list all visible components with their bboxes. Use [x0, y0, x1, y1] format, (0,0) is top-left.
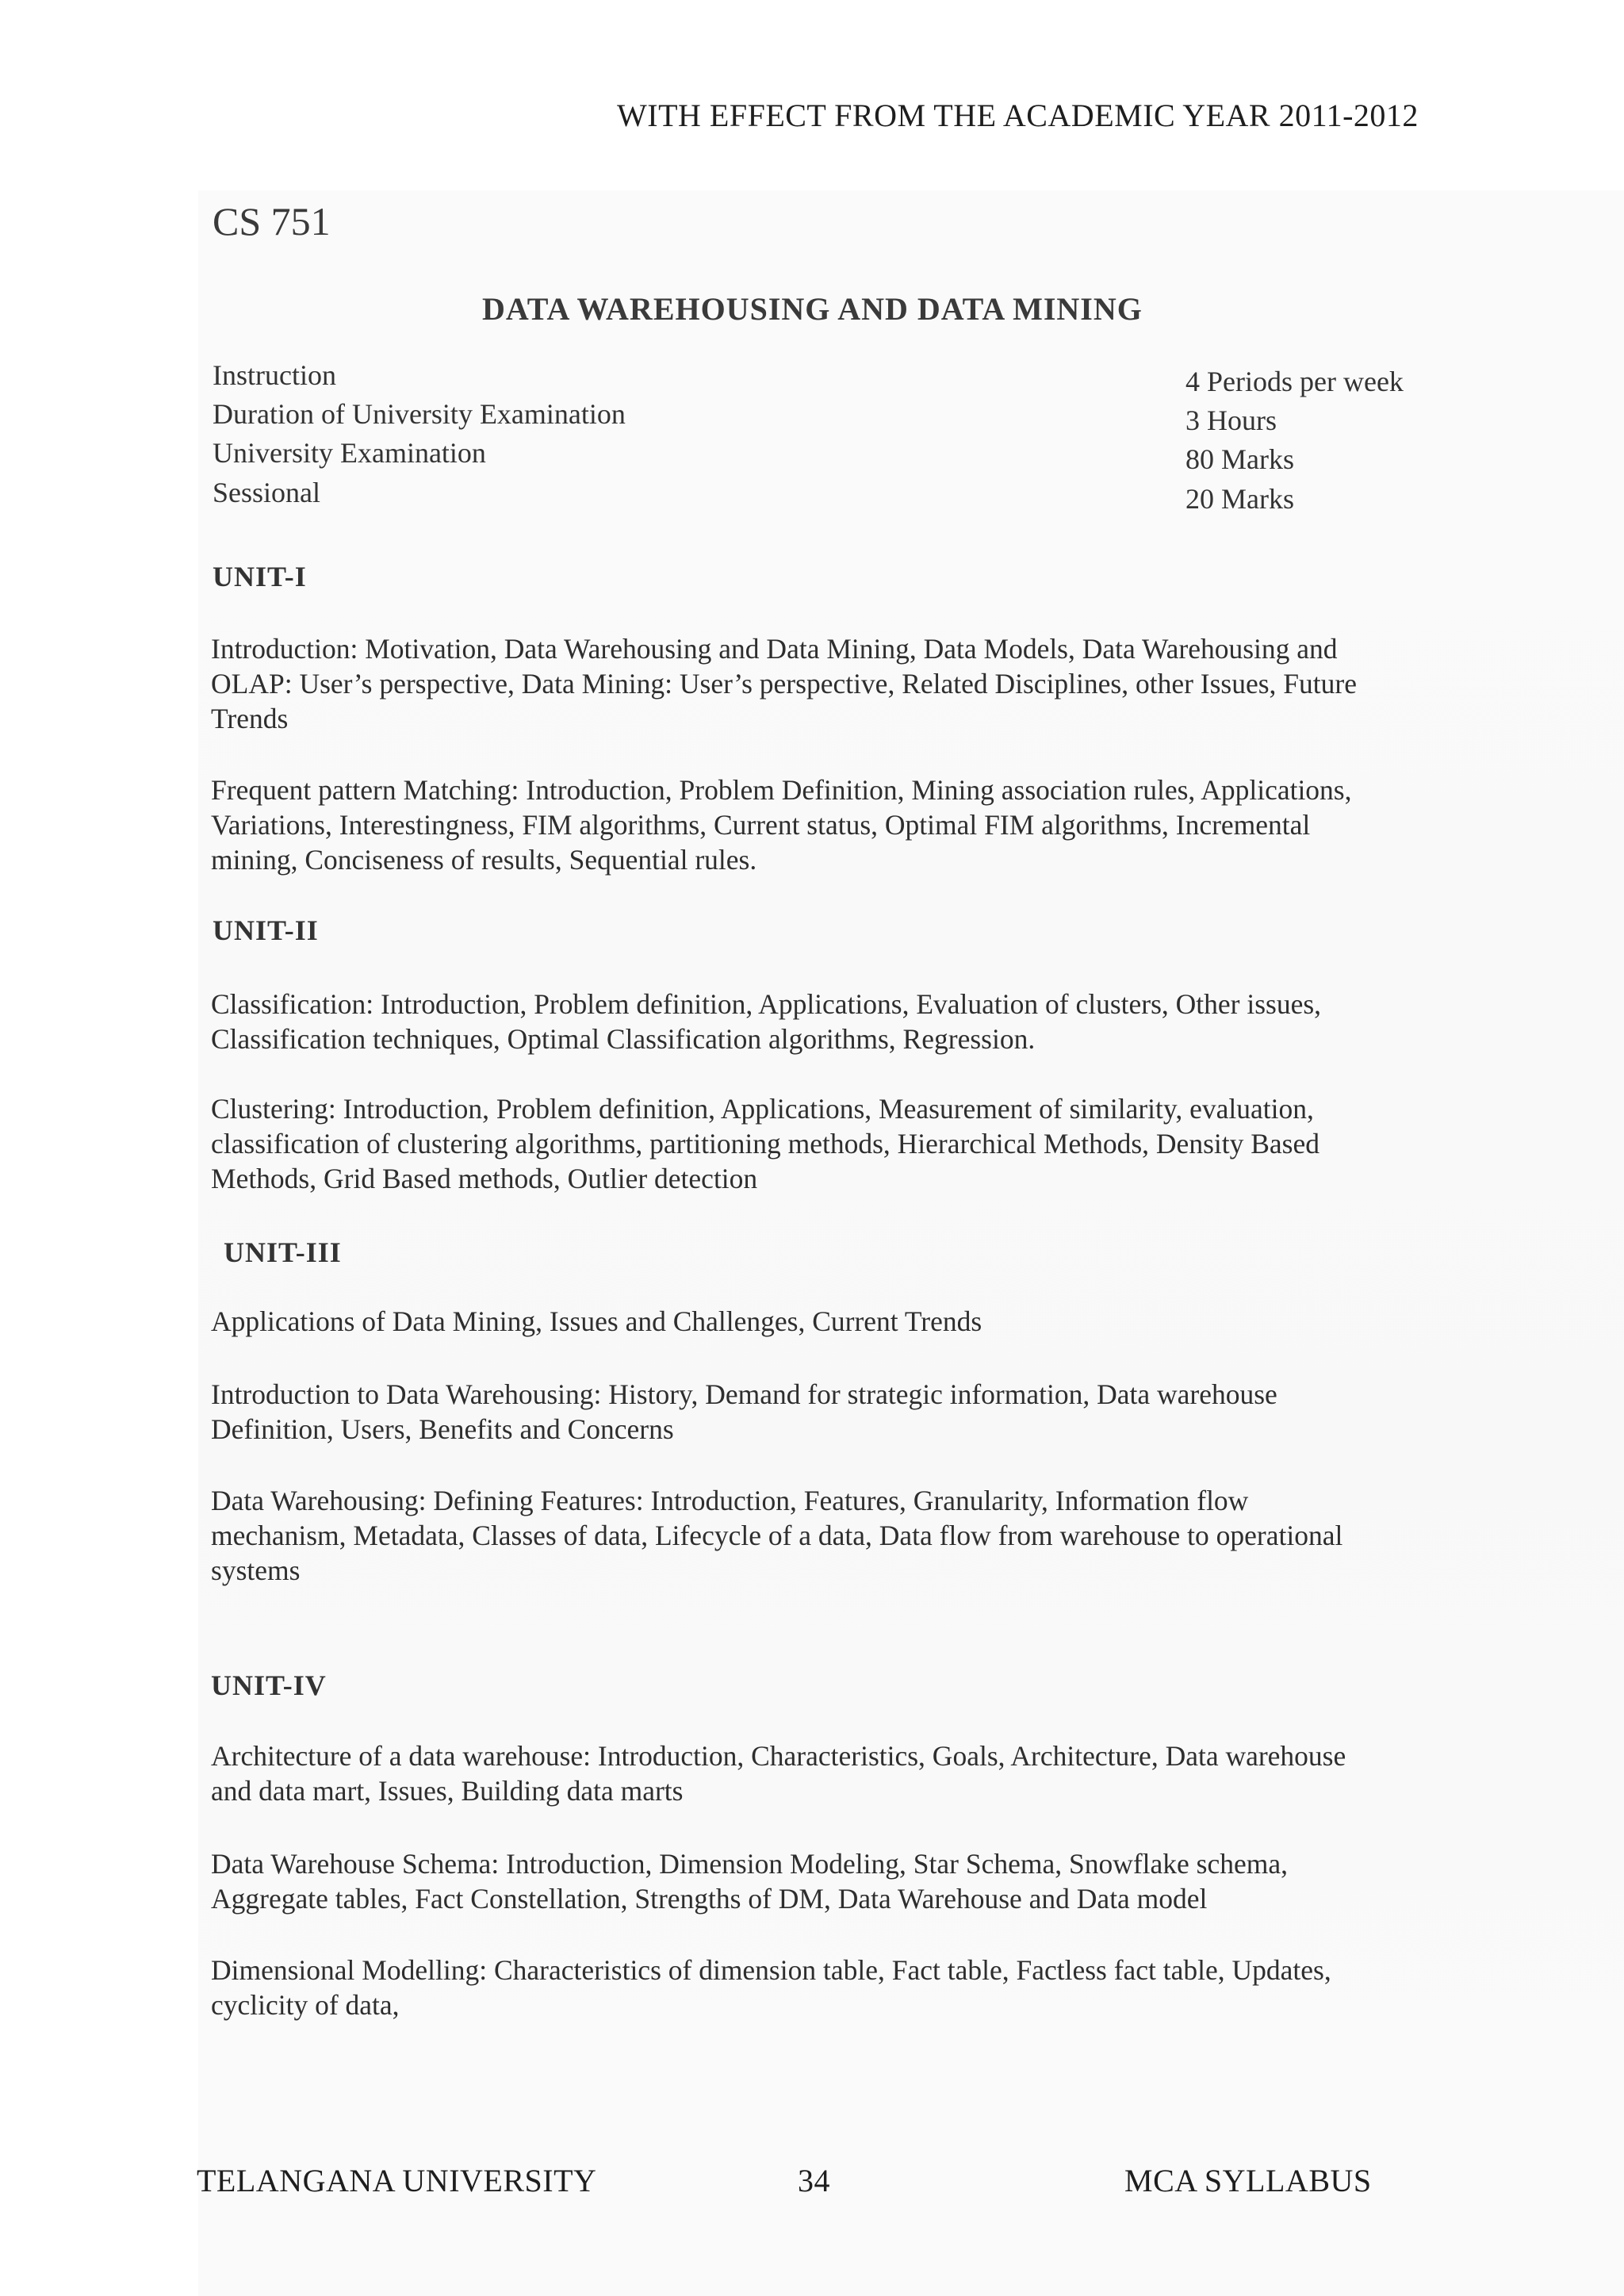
scheme-value: 4 Periods per week: [1185, 366, 1404, 397]
paragraph-line: Methods, Grid Based methods, Outlier detection: [211, 1163, 758, 1194]
paragraph-line: Introduction: Motivation, Data Warehousing and Data Mining, Data Models, Data Warehousing and: [211, 633, 1338, 665]
paragraph-line: classification of clustering algorithms, partitioning methods, Hierarchical Methods, Density Based: [211, 1128, 1320, 1159]
paragraph-line: Introduction to Data Warehousing: History, Demand for strategic information, Data warehouse: [211, 1378, 1277, 1410]
paragraph-line: Dimensional Modelling: Characteristics of dimension table, Fact table, Factless fact table, Updates,: [211, 1954, 1331, 1986]
paragraph-line: Data Warehouse Schema: Introduction, Dimension Modeling, Star Schema, Snowflake schema,: [211, 1848, 1288, 1880]
footer-university: TELANGANA UNIVERSITY: [197, 2163, 597, 2198]
scheme-label: Sessional: [213, 477, 321, 508]
unit-paragraph: [211, 1483, 1432, 1588]
unit-paragraph: [211, 1304, 1432, 1339]
footer-program: MCA SYLLABUS: [1124, 2163, 1372, 2198]
scheme-value: 20 Marks: [1185, 483, 1294, 515]
footer-page-number: 34: [798, 2163, 830, 2198]
course-code: CS 751: [213, 199, 331, 243]
paragraph-line: and data mart, Issues, Building data marts: [211, 1775, 684, 1807]
scheme-value: 80 Marks: [1185, 443, 1294, 475]
unit-paragraph: [211, 1738, 1432, 1808]
paragraph-line: Definition, Users, Benefits and Concerns: [211, 1413, 674, 1445]
paragraph-line: Data Warehousing: Defining Features: Introduction, Features, Granularity, Information flow: [211, 1485, 1249, 1516]
unit-heading: UNIT-II: [213, 914, 319, 946]
paragraph-line: Aggregate tables, Fact Constellation, Strengths of DM, Data Warehouse and Data model: [211, 1883, 1208, 1915]
unit-paragraph: [211, 1377, 1432, 1447]
paragraph-line: Architecture of a data warehouse: Introduction, Characteristics, Goals, Architecture, Data warehouse: [211, 1740, 1346, 1772]
paragraph-line: OLAP: User’s perspective, Data Mining: User’s perspective, Related Disciplines, other Issues, Future: [211, 668, 1357, 700]
unit-paragraph: [211, 631, 1432, 736]
paragraph-line: Frequent pattern Matching: Introduction, Problem Definition, Mining association rules, Applications,: [211, 774, 1352, 806]
effect-header: WITH EFFECT FROM THE ACADEMIC YEAR 2011-2012: [617, 98, 1419, 133]
paragraph-line: cyclicity of data,: [211, 1989, 400, 2021]
unit-paragraph: [211, 1953, 1432, 2022]
unit-heading: UNIT-III: [224, 1236, 342, 1268]
unit-heading: UNIT-I: [213, 561, 307, 592]
scheme-label: Instruction: [213, 359, 336, 391]
unit-paragraph: [211, 1846, 1432, 1916]
paragraph-line: Clustering: Introduction, Problem definition, Applications, Measurement of similarity, evaluation,: [211, 1093, 1314, 1125]
unit-paragraph: [211, 987, 1432, 1056]
paragraph-line: Trends: [211, 703, 289, 734]
scheme-value: 3 Hours: [1185, 404, 1277, 436]
unit-heading: UNIT-IV: [211, 1669, 327, 1701]
unit-paragraph: [211, 772, 1432, 877]
paragraph-line: Applications of Data Mining, Issues and Challenges, Current Trends: [211, 1305, 982, 1337]
paragraph-line: Classification techniques, Optimal Classification algorithms, Regression.: [211, 1023, 1036, 1055]
paragraph-line: mechanism, Metadata, Classes of data, Lifecycle of a data, Data flow from warehouse to operational: [211, 1520, 1343, 1551]
paragraph-line: mining, Conciseness of results, Sequential rules.: [211, 844, 757, 876]
scheme-label: Duration of University Examination: [213, 398, 626, 430]
course-title: DATA WAREHOUSING AND DATA MINING: [482, 291, 1143, 327]
paragraph-line: systems: [211, 1554, 301, 1586]
scheme-label: University Examination: [213, 437, 486, 469]
paragraph-line: Classification: Introduction, Problem definition, Applications, Evaluation of clusters, Other issues,: [211, 988, 1322, 1020]
paragraph-line: Variations, Interestingness, FIM algorithms, Current status, Optimal FIM algorithms, Incremental: [211, 809, 1311, 841]
unit-paragraph: [211, 1091, 1432, 1196]
